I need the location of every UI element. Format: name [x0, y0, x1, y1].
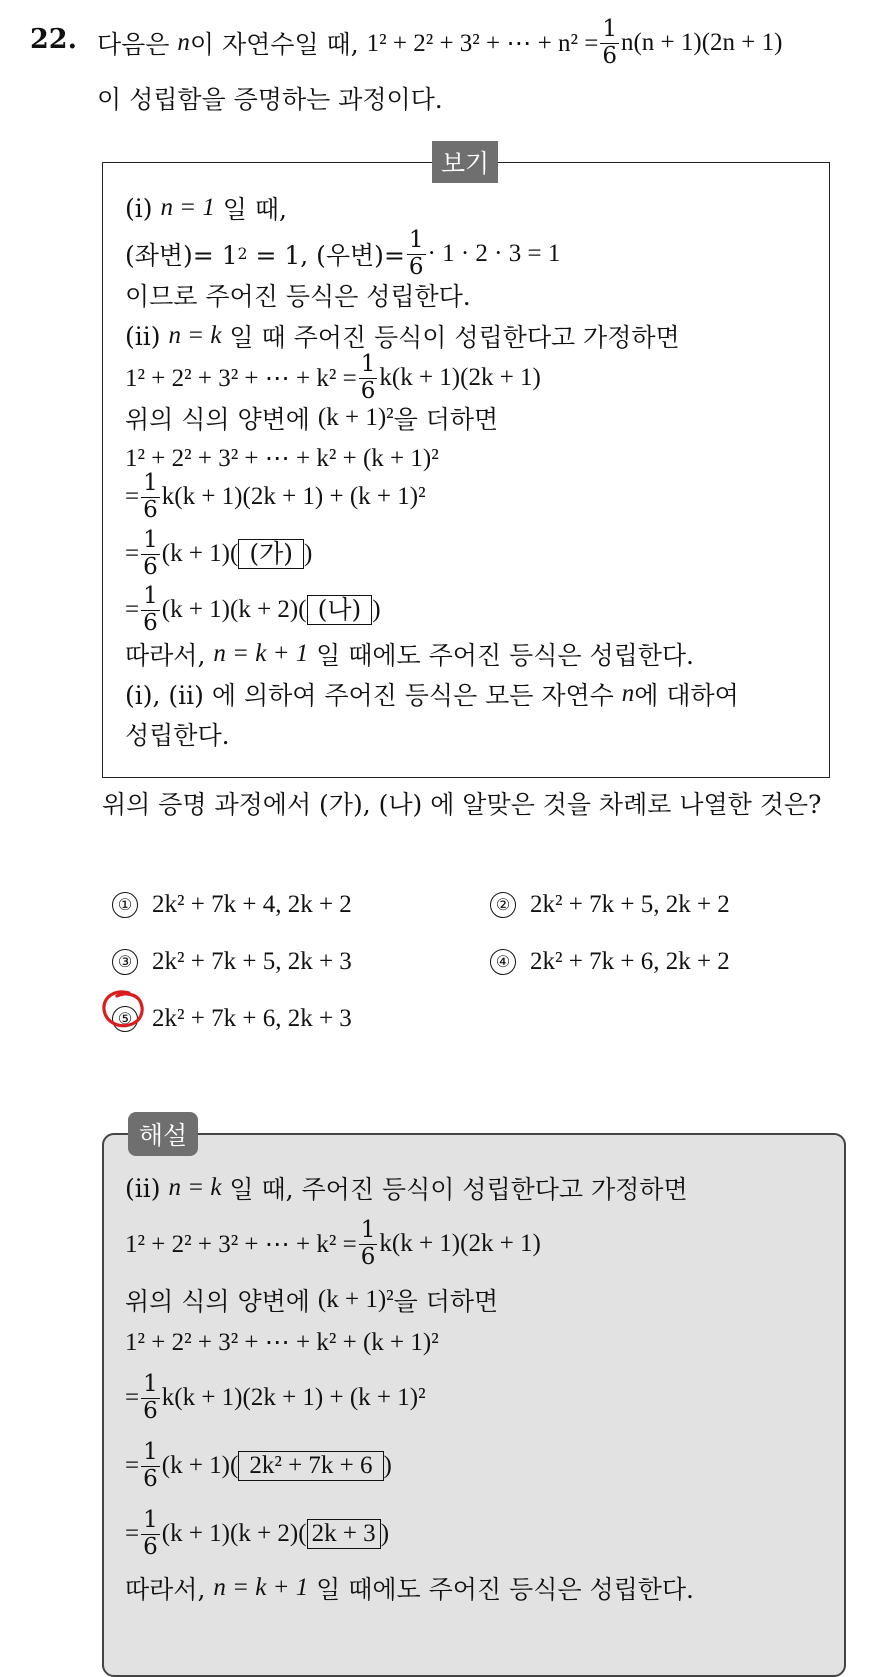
- fraction-one-sixth: $\frac{1}{6}$: [360, 1217, 376, 1270]
- fraction-one-sixth: $\frac{1}{6}$: [408, 227, 424, 280]
- example-line-10: = $\frac{1}{6}$ (k + 1)(k + 2)( (나) ): [125, 583, 381, 636]
- example-line-7: 1² + 2² + 3² + ⋯ + k² + (k + 1)²: [125, 445, 439, 472]
- solution-line-2: 1² + 2² + 3² + ⋯ + k² = $\frac{1}{6}$ k(k + 1)(2k + 1): [125, 1217, 541, 1270]
- example-line-2: (좌변)= 1 2 = 1, (우변)= $\frac{1}{6}$ · 1 · 2 · 3 = 1: [125, 227, 561, 280]
- solution-line-7: = $\frac{1}{6}$ (k + 1)(k + 2)( 2k + 3 ): [125, 1507, 390, 1560]
- option-4[interactable]: ④ 2k² + 7k + 6, 2k + 2: [490, 942, 730, 982]
- example-line-3: 이므로 주어진 등식은 성립한다.: [125, 282, 471, 311]
- question-line2: 이 성립함을 증명하는 과정이다.: [97, 85, 443, 114]
- option-1[interactable]: ① 2k² + 7k + 4, 2k + 2: [112, 885, 352, 925]
- example-line-11: 따라서, n = k + 1 일 때에도 주어진 등식은 성립한다.: [125, 640, 694, 670]
- option-2[interactable]: ② 2k² + 7k + 5, 2k + 2: [490, 885, 730, 925]
- fraction-one-sixth: $\frac{1}{6}$: [143, 527, 158, 580]
- var-n: n: [177, 29, 190, 56]
- answer-circle-mark: [99, 987, 149, 1031]
- option-mark: ⑤: [112, 1006, 138, 1032]
- solution-line-3: 위의 식의 양변에 (k + 1)² 을 더하면: [125, 1286, 499, 1316]
- solution-line-6: = $\frac{1}{6}$ (k + 1)( 2k² + 7k + 6 ): [125, 1439, 392, 1492]
- blank-na: (나): [307, 595, 373, 626]
- example-line-8: = $\frac{1}{6}$ k(k + 1)(2k + 1) + (k + 1)²: [125, 470, 426, 523]
- example-line-12: (i), (ii) 에 의하여 주어진 등식은 모든 자연수 n 에 대하여: [125, 680, 739, 710]
- example-line-9: = $\frac{1}{6}$ (k + 1)( (가) ): [125, 527, 313, 580]
- option-mark: ④: [490, 949, 516, 975]
- option-mark: ③: [112, 949, 138, 975]
- sum-rhs: n(n + 1)(2n + 1): [620, 29, 783, 56]
- question-statement: [97, 18, 782, 68]
- example-line-1: (i) n = 1 일 때,: [125, 193, 287, 224]
- question-intro: 다음은: [97, 30, 170, 59]
- solution-line-4: 1² + 2² + 3² + ⋯ + k² + (k + 1)²: [125, 1329, 439, 1356]
- example-line-4: (ii) n = k 일 때 주어진 등식이 성립한다고 가정하면: [125, 321, 680, 352]
- example-line-13: 성립한다.: [125, 721, 230, 750]
- answer-na-box: 2k + 3: [307, 1519, 381, 1550]
- solution-line-8: 따라서, n = k + 1 일 때에도 주어진 등식은 성립한다.: [125, 1574, 694, 1604]
- fraction-one-sixth: $\frac{1}{6}$: [143, 1507, 158, 1560]
- answer-ga-box: 2k² + 7k + 6: [238, 1451, 383, 1482]
- question-cond: 이 자연수일 때,: [189, 30, 359, 59]
- option-mark: ②: [490, 892, 516, 918]
- option-5[interactable]: ⑤ 2k² + 7k + 6, 2k + 3: [112, 999, 352, 1039]
- option-3[interactable]: ③ 2k² + 7k + 5, 2k + 3: [112, 942, 352, 982]
- example-line-6: 위의 식의 양변에 (k + 1)² 을 더하면: [125, 404, 499, 434]
- sum-lhs: 1² + 2² + 3² + ⋯ + n² =: [366, 30, 599, 57]
- solution-tag: 해설: [128, 1112, 198, 1156]
- fraction-one-sixth: $\frac{1}{6}$: [143, 583, 158, 636]
- fraction-one-sixth: $\frac{1}{6}$: [143, 470, 158, 523]
- example-tag: 보기: [432, 141, 498, 183]
- fraction-one-sixth: $\frac{1}{6}$: [143, 1371, 158, 1424]
- fraction-one-sixth: $\frac{1}{6}$: [360, 351, 376, 404]
- question-prompt: 위의 증명 과정에서 (가), (나) 에 알맞은 것을 차례로 나열한 것은?: [102, 790, 822, 819]
- fraction-one-sixth: $\frac{1}{6}$: [602, 16, 617, 69]
- option-mark: ①: [112, 892, 138, 918]
- question-number: 22.: [30, 24, 77, 55]
- example-line-5: 1² + 2² + 3² + ⋯ + k² = $\frac{1}{6}$ k(k + 1)(2k + 1): [125, 351, 541, 404]
- solution-line-5: = $\frac{1}{6}$ k(k + 1)(2k + 1) + (k + 1)²: [125, 1371, 426, 1424]
- blank-ga: (가): [238, 539, 304, 570]
- solution-line-1: (ii) n = k 일 때, 주어진 등식이 성립한다고 가정하면: [125, 1173, 688, 1204]
- fraction-one-sixth: $\frac{1}{6}$: [143, 1439, 158, 1492]
